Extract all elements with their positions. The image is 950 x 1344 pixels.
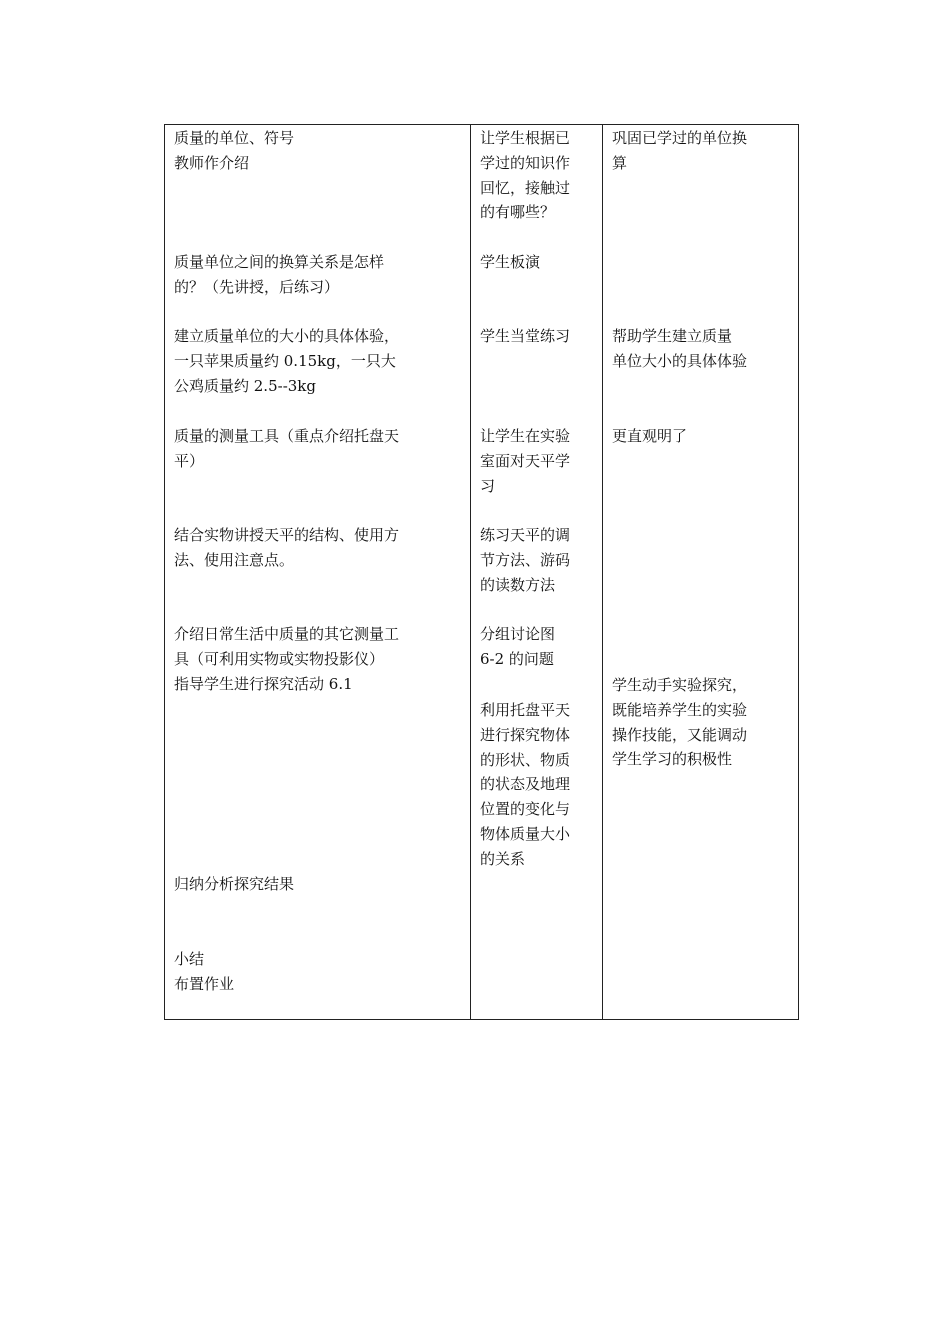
text-line: 平） [174, 451, 205, 470]
text-block [480, 250, 540, 275]
text-block [174, 622, 399, 696]
text-block [612, 324, 747, 374]
text-line: 既能培养学生的实验 [612, 700, 748, 719]
text-line: 回忆，接触过 [480, 178, 571, 197]
text-line: 学生动手实验探究， [612, 676, 748, 694]
text-line: 的状态及地理 [480, 775, 571, 794]
text-line: 质量的测量工具（重点介绍托盘天 [174, 427, 400, 445]
text-line: 具（可利用实物或实物投影仪） [174, 649, 385, 668]
text-line: 学生学习的积极性 [612, 750, 733, 769]
text-line: 质量的单位、符号 [174, 129, 295, 147]
text-block [612, 673, 747, 772]
text-block [480, 126, 570, 225]
teacher-activity-column [165, 125, 470, 1019]
text-line: 节方法、游码 [480, 550, 571, 569]
text-line: 布置作业 [174, 974, 235, 993]
text-block [480, 324, 570, 349]
text-line: 建立质量单位的大小的具体体验， [174, 327, 400, 345]
text-line: 算 [612, 153, 628, 172]
text-block [480, 424, 570, 498]
text-block [480, 622, 555, 672]
text-line: 法、使用注意点。 [174, 550, 295, 569]
text-line: 学生当堂练习 [480, 327, 571, 345]
text-line: 的？（先讲授，后练习） [174, 277, 340, 296]
text-line: 的形状、物质 [480, 750, 571, 769]
text-line: 教师作介绍 [174, 153, 250, 172]
text-line: 的读数方法 [480, 575, 556, 594]
text-line: 操作技能，又能调动 [612, 725, 748, 744]
text-line: 利用托盘平天 [480, 701, 571, 719]
text-line: 巩固已学过的单位换 [612, 129, 748, 147]
text-line: 介绍日常生活中质量的其它测量工 [174, 625, 400, 643]
text-line: 位置的变化与 [480, 800, 571, 819]
student-activity-column [470, 125, 603, 1019]
text-line: 更直观明了 [612, 427, 688, 445]
text-line: 让学生在实验 [480, 427, 571, 445]
text-line: 质量单位之间的换算关系是怎样 [174, 253, 385, 271]
text-line: 的关系 [480, 849, 526, 868]
text-block [174, 947, 234, 997]
text-line: 学生板演 [480, 253, 541, 271]
text-line: 6-2 的问题 [480, 649, 554, 668]
text-line: 小结 [174, 950, 205, 968]
text-block [480, 523, 570, 597]
text-line: 让学生根据已 [480, 129, 571, 147]
text-block [174, 523, 399, 573]
text-line: 指导学生进行探究活动 6.1 [174, 674, 353, 693]
text-line: 习 [480, 476, 496, 495]
lesson-plan-table [164, 124, 799, 1020]
text-block [174, 872, 294, 897]
text-line: 单位大小的具体体验 [612, 351, 748, 370]
text-line: 室面对天平学 [480, 451, 571, 470]
text-line: 的有哪些？ [480, 203, 556, 222]
text-line: 学过的知识作 [480, 153, 571, 172]
text-block [174, 424, 399, 474]
text-block [480, 698, 570, 872]
text-line: 帮助学生建立质量 [612, 327, 733, 345]
text-line: 物体质量大小 [480, 824, 571, 843]
text-line: 结合实物讲授天平的结构、使用方 [174, 526, 400, 544]
design-intent-column [602, 125, 798, 1019]
text-block [174, 126, 294, 176]
text-block [174, 324, 399, 398]
text-block [612, 126, 747, 176]
text-line: 分组讨论图 [480, 625, 556, 643]
text-block [612, 424, 687, 449]
text-line: 归纳分析探究结果 [174, 875, 295, 893]
text-line: 进行探究物体 [480, 725, 571, 744]
text-line: 一只苹果质量约 0.15kg，一只大 [174, 351, 396, 370]
text-block [174, 250, 384, 300]
text-line: 公鸡质量约 2.5--3kg [174, 376, 316, 395]
text-line: 练习天平的调 [480, 526, 571, 544]
